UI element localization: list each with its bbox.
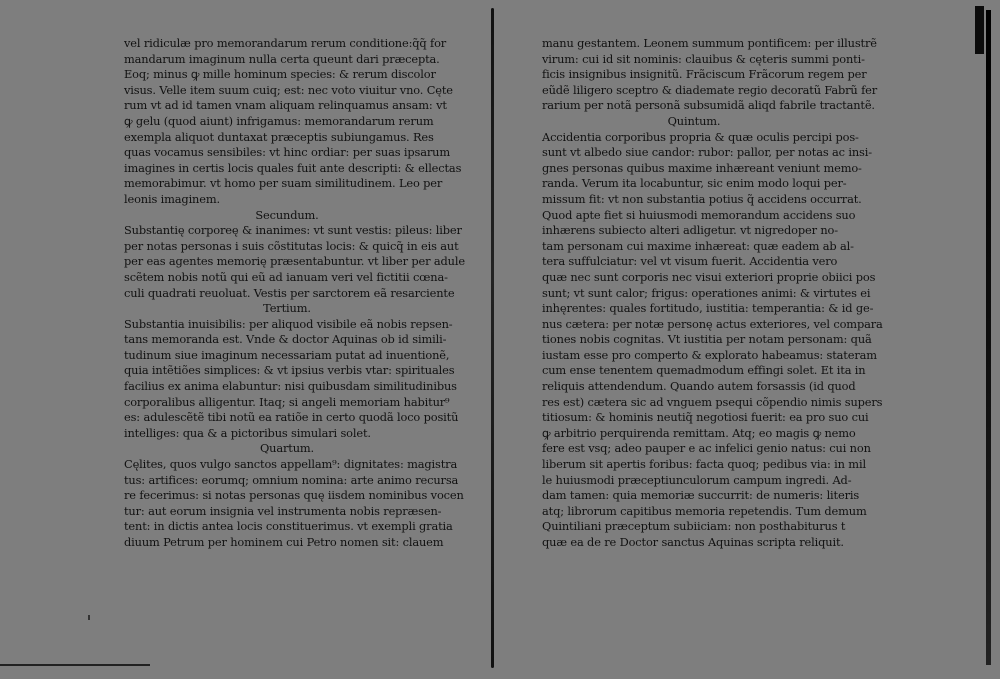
text-line: virum: cui id sit nominis: clauibus & cęteris summi ponti- bbox=[542, 51, 865, 66]
section-heading: Tertium. bbox=[263, 301, 311, 316]
text-line: per notas personas i suis cõstitutas locis: & quicq̃ in eis aut bbox=[124, 238, 459, 253]
text-line: Quod apte fiet si huiusmodi memorandum accidens suo bbox=[542, 207, 856, 222]
text-line: Eoq; minus ꝙ mille hominum species: & rerum discolor bbox=[124, 67, 436, 82]
text-line: quæ ea de re Doctor sanctus Aquinas scripta reliquit. bbox=[542, 535, 844, 549]
text-line: inhærens subiecto alteri adligetur. vt nigredoper no- bbox=[542, 223, 838, 238]
text-line: ficis insignibus insignitũ. Frãciscum Frãcorum regem per bbox=[542, 67, 867, 82]
text-line: re fecerimus: si notas personas quę iisdem nominibus vocen bbox=[124, 488, 464, 503]
text-line: rarium per notã personã subsumidã aliqd fabrile tractantẽ. bbox=[542, 98, 875, 113]
text-line: corporalibus alligentur. Itaq; si angeli memoriam habitur⁹ bbox=[124, 394, 450, 409]
text-line: nus cætera: per notæ personę actus exteriores, vel compara bbox=[542, 316, 883, 331]
text-line: imagines in certis locis quales fuit ante descripti: & ellectas bbox=[124, 160, 462, 175]
text-line: tans memoranda est. Vnde & doctor Aquinas ob id simili- bbox=[124, 332, 447, 347]
text-line: tera suffulciatur: vel vt visum fuerit. Accidentia vero bbox=[542, 254, 838, 269]
text-line: cum ense tenentem quemadmodum effingi solet. Et ita in bbox=[542, 363, 866, 378]
paper-mark bbox=[88, 615, 90, 620]
text-line: Quintiliani præceptum subiiciam: non posthabiturus t bbox=[542, 519, 846, 534]
text-line: tam personam cui maxime inhæreat: quæ eadem ab al- bbox=[542, 238, 854, 253]
text-line: manu gestantem. Leonem summum pontificem: per illustrẽ bbox=[542, 36, 877, 50]
text-line: tent: in dictis antea locis constituerimus. vt exempli gratia bbox=[124, 519, 453, 534]
text-line: sunt vt albedo siue candor: rubor: pallor, per notas ac insi- bbox=[542, 145, 872, 160]
text-line: liberum sit apertis foribus: facta quoq; pedibus via: in mil bbox=[542, 457, 866, 472]
text-line: es: adulescẽtẽ tibi notũ ea ratiõe in certo quodã loco positũ bbox=[124, 410, 459, 425]
text-line: intelliges: qua & a pictoribus simulari solet. bbox=[124, 425, 371, 440]
text-line: gnes personas quibus maxime inhæreant veniunt memo- bbox=[542, 160, 862, 175]
page-edge-bottom bbox=[0, 664, 150, 666]
text-line: iustam esse pro comperto & explorato habeamus: stateram bbox=[542, 347, 877, 362]
text-line: rum vt ad id tamen vnam aliquam relinquamus ansam: vt bbox=[124, 98, 447, 113]
text-line: tudinum siue imaginum necessariam putat ad inuentionẽ, bbox=[124, 347, 450, 362]
text-line: fere est vsq; adeo pauper e ac infelici genio natus: cui non bbox=[542, 441, 871, 456]
text-line: tus: artifices: eorumq; omnium nomina: arte animo recursa bbox=[124, 472, 459, 487]
text-line: quia intẽtiões simplices: & vt ipsius verbis vtar: spirituales bbox=[124, 363, 455, 378]
text-line: Substantię corporeę & inanimes: vt sunt vestis: pileus: liber bbox=[124, 223, 462, 238]
text-line: exempla aliquot duntaxat præceptis subiungamus. Res bbox=[124, 129, 434, 144]
text-line: res est) cætera sic ad vnguem psequi cõpendio nimis supers bbox=[542, 394, 883, 409]
text-line: randa. Verum ita locabuntur, sic enim modo loqui per- bbox=[542, 176, 847, 191]
text-line: per eas agentes memorię præsentabuntur. vt liber per adule bbox=[124, 254, 465, 269]
text-line: tur: aut eorum insignia vel instrumenta nobis repræsen- bbox=[124, 503, 442, 518]
text-line: diuum Petrum per hominem cui Petro nomen sit: clauem bbox=[124, 535, 444, 549]
section-heading: Quartum. bbox=[259, 441, 315, 456]
section-heading: Quintum. bbox=[667, 113, 721, 128]
text-line: Substantia inuisibilis: per aliquod visibile eã nobis repsen- bbox=[124, 316, 453, 331]
text-line: sunt; vt sunt calor; frigus: operationes animi: & virtutes ei bbox=[542, 285, 871, 300]
text-line: dam tamen: quia memoriæ succurrit: de numeris: literis bbox=[542, 488, 860, 503]
text-line: le huiusmodi præceptiunculorum campum ingredi. Ad- bbox=[542, 472, 852, 487]
text-line: scẽtem nobis notũ qui eũ ad ianuam veri vel fictitii cœna- bbox=[124, 269, 448, 284]
section-heading: Secundum. bbox=[255, 207, 319, 222]
text-line: vel ridiculæ pro memorandarum rerum conditione:q̃q̃ for bbox=[124, 36, 447, 50]
text-line: atq; librorum capitibus memoria repetendis. Tum demum bbox=[542, 503, 867, 518]
text-line: inhęrentes: quales fortitudo, iustitia: temperantia: & id ge- bbox=[542, 301, 874, 316]
text-line: reliquis attendendum. Quando autem forsassis (id quod bbox=[542, 379, 856, 394]
text-line: facilius ex anima elabuntur: nisi quibusdam similitudinibus bbox=[124, 379, 457, 394]
right-page bbox=[542, 36, 883, 551]
text-line: tiones nobis cognitas. Vt iustitia per notam personam: quã bbox=[542, 332, 872, 347]
text-line: eũdẽ liligero sceptro & diademate regio decoratũ Fabrũ fer bbox=[542, 82, 878, 97]
page-edge-shadow bbox=[975, 6, 984, 54]
text-line: leonis imaginem. bbox=[124, 191, 220, 206]
text-line: quæ nec sunt corporis nec visui exteriori proprie obiici pos bbox=[542, 269, 876, 284]
text-line: culi quadrati reuoluat. Vestis per sarctorem eã resarciente bbox=[124, 285, 455, 300]
text-line: Cęlites, quos vulgo sanctos appellam⁹: dignitates: magistra bbox=[124, 457, 458, 472]
text-line: memorabimur. vt homo per suam similitudinem. Leo per bbox=[124, 176, 443, 191]
text-line: visus. Velle item suum cuiq; est: nec voto viuitur vno. Cęte bbox=[124, 82, 453, 97]
book-gutter bbox=[491, 8, 494, 668]
text-line: quas vocamus sensibiles: vt hinc ordiar: per suas ipsarum bbox=[124, 145, 451, 160]
text-line: mandarum imaginum nulla certa queunt dari præcepta. bbox=[124, 51, 440, 66]
text-line: titiosum: & hominis neutiq̃ negotiosi fuerit: ea pro suo cui bbox=[542, 410, 869, 425]
text-line: Accidentia corporibus propria & quæ oculis percipi pos- bbox=[542, 129, 859, 144]
text-line: missum fit: vt non substantia potius q̃ accidens occurrat. bbox=[542, 191, 862, 206]
page-edge-right bbox=[986, 10, 991, 665]
left-page bbox=[124, 36, 465, 551]
text-line: ꝙ gelu (quod aiunt) infrigamus: memorandarum rerum bbox=[124, 113, 434, 128]
text-line: ꝙ arbitrio perquirenda remittam. Atq; eo magis ꝙ nemo bbox=[542, 425, 856, 440]
